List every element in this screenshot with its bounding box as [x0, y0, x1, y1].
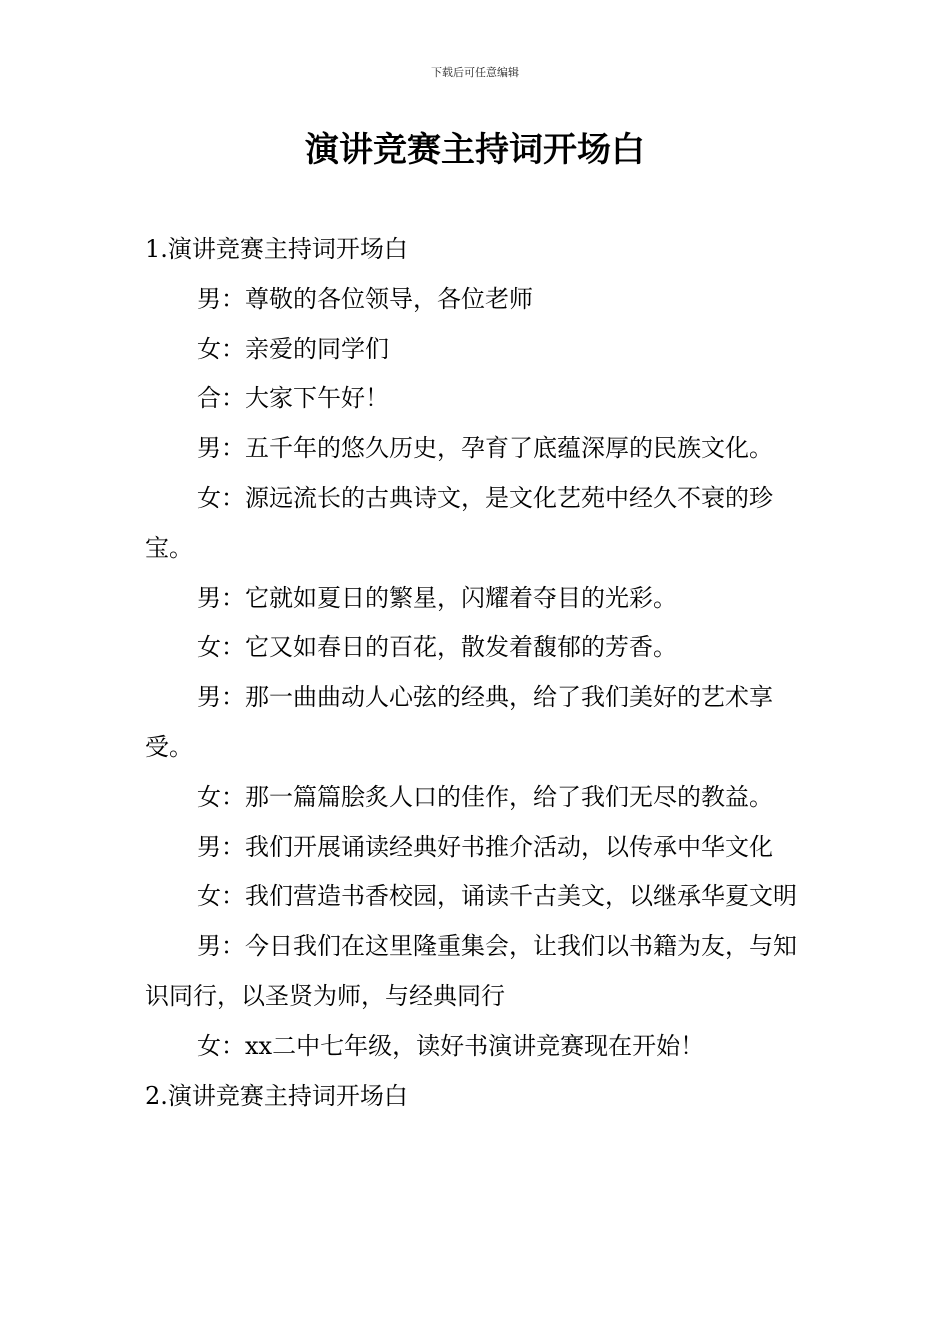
- dialogue-paragraph: 女：我们营造书香校园，诵读千古美文，以继承华夏文明: [197, 882, 797, 911]
- dialogue-paragraph: 合：大家下午好！: [197, 384, 389, 413]
- section-heading: 1.演讲竞赛主持词开场白: [145, 235, 408, 263]
- dialogue-paragraph: 女：那一篇篇脍炙人口的佳作，给了我们无尽的教益。: [197, 782, 773, 811]
- page-header-note: 下载后可任意编辑: [431, 66, 519, 79]
- dialogue-paragraph: 女：亲爱的同学们: [197, 334, 389, 363]
- section-heading: 2.演讲竞赛主持词开场白: [145, 1081, 408, 1110]
- dialogue-paragraph: 男：尊敬的各位领导，各位老师: [197, 284, 533, 313]
- document-title: 演讲竞赛主持词开场白: [305, 130, 645, 170]
- dialogue-paragraph: 女：xx二中七年级，读好书演讲竞赛现在开始！: [197, 1031, 705, 1060]
- dialogue-paragraph: 男：它就如夏日的繁星，闪耀着夺目的光彩。: [197, 583, 677, 612]
- dialogue-paragraph: 女：它又如春日的百花，散发着馥郁的芳香。: [197, 633, 677, 662]
- dialogue-paragraph: 女：源远流长的古典诗文，是文化艺苑中经久不衰的珍宝。: [145, 483, 773, 562]
- dialogue-paragraph: 男：我们开展诵读经典好书推介活动，以传承中华文化: [197, 832, 773, 861]
- dialogue-paragraph: 男：今日我们在这里隆重集会，让我们以书籍为友，与知识同行，以圣贤为师，与经典同行: [145, 932, 797, 1010]
- dialogue-paragraph: 男：那一曲曲动人心弦的经典，给了我们美好的艺术享受。: [145, 683, 773, 761]
- dialogue-paragraph: 男：五千年的悠久历史，孕育了底蕴深厚的民族文化。: [197, 434, 773, 463]
- document-body: [145, 225, 810, 1121]
